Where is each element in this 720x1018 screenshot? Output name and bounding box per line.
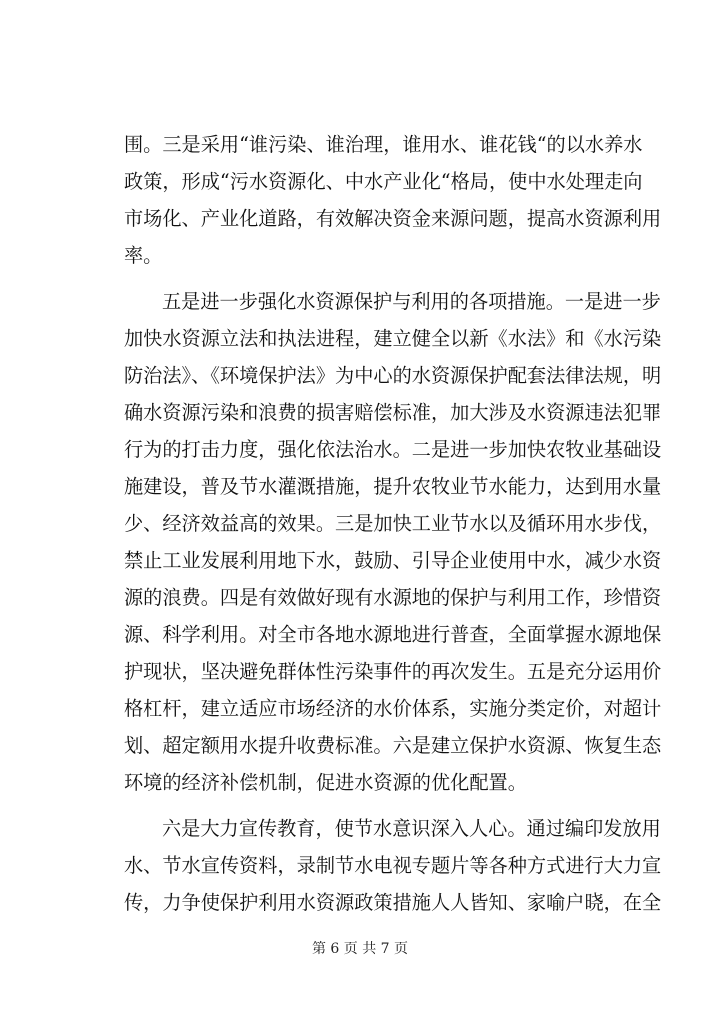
text-line: 率。 [124, 244, 163, 267]
text-line: 少、经济效益高的效果。三是加快工业节水以及循环用水步伐， [124, 512, 662, 535]
text-line: 格杠杆，建立适应市场经济的水价体系，实施分类定价，对超计 [124, 697, 662, 720]
text-line: 源的浪费。四是有效做好现有水源地的保护与利用工作，珍惜资 [124, 586, 662, 609]
text-line: 行为的打击力度，强化依法治水。二是进一步加快农牧业基础设 [124, 438, 662, 461]
text-line: 施建设，普及节水灌溉措施，提升农牧业节水能力，达到用水量 [124, 475, 662, 498]
text-line: 围。三是采用“谁污染、谁治理，谁用水、谁花钱“的以水养水 [124, 133, 643, 156]
paragraph-first-line: 六是大力宣传教育，使节水意识深入人心。通过编印发放用 [162, 817, 661, 840]
page-number-footer: 第 6 页 共 7 页 [311, 941, 409, 957]
text-line: 政策，形成“污水资源化、中水产业化“格局，使中水处理走向 [124, 170, 643, 193]
text-line: 传，力争使保护利用水资源政策措施人人皆知、家喻户晓，在全 [124, 891, 662, 914]
text-line: 环境的经济补偿机制，促进水资源的优化配置。 [124, 771, 527, 794]
text-line: 划、超定额用水提升收费标准。六是建立保护水资源、恢复生态 [124, 734, 662, 757]
text-line: 市场化、产业化道路，有效解决资金来源问题，提高水资源利用 [124, 207, 662, 230]
text-line: 禁止工业发展利用地下水，鼓励、引导企业使用中水，减少水资 [124, 549, 662, 572]
text-line: 确水资源污染和浪费的损害赔偿标准，加大涉及水资源违法犯罪 [124, 401, 662, 424]
text-line: 水、节水宣传资料，录制节水电视专题片等各种方式进行大力宣 [124, 854, 662, 877]
text-line: 源、科学利用。对全市各地水源地进行普查，全面掌握水源地保 [124, 623, 662, 646]
text-line: 防治法》、《环境保护法》为中心的水资源保护配套法律法规，明 [124, 364, 662, 387]
paragraph-first-line: 五是进一步强化水资源保护与利用的各项措施。一是进一步 [162, 290, 661, 313]
text-line: 护现状，坚决避免群体性污染事件的再次发生。五是充分运用价 [124, 660, 662, 683]
text-line: 加快水资源立法和执法进程，建立健全以新《水法》和《水污染 [124, 327, 662, 350]
